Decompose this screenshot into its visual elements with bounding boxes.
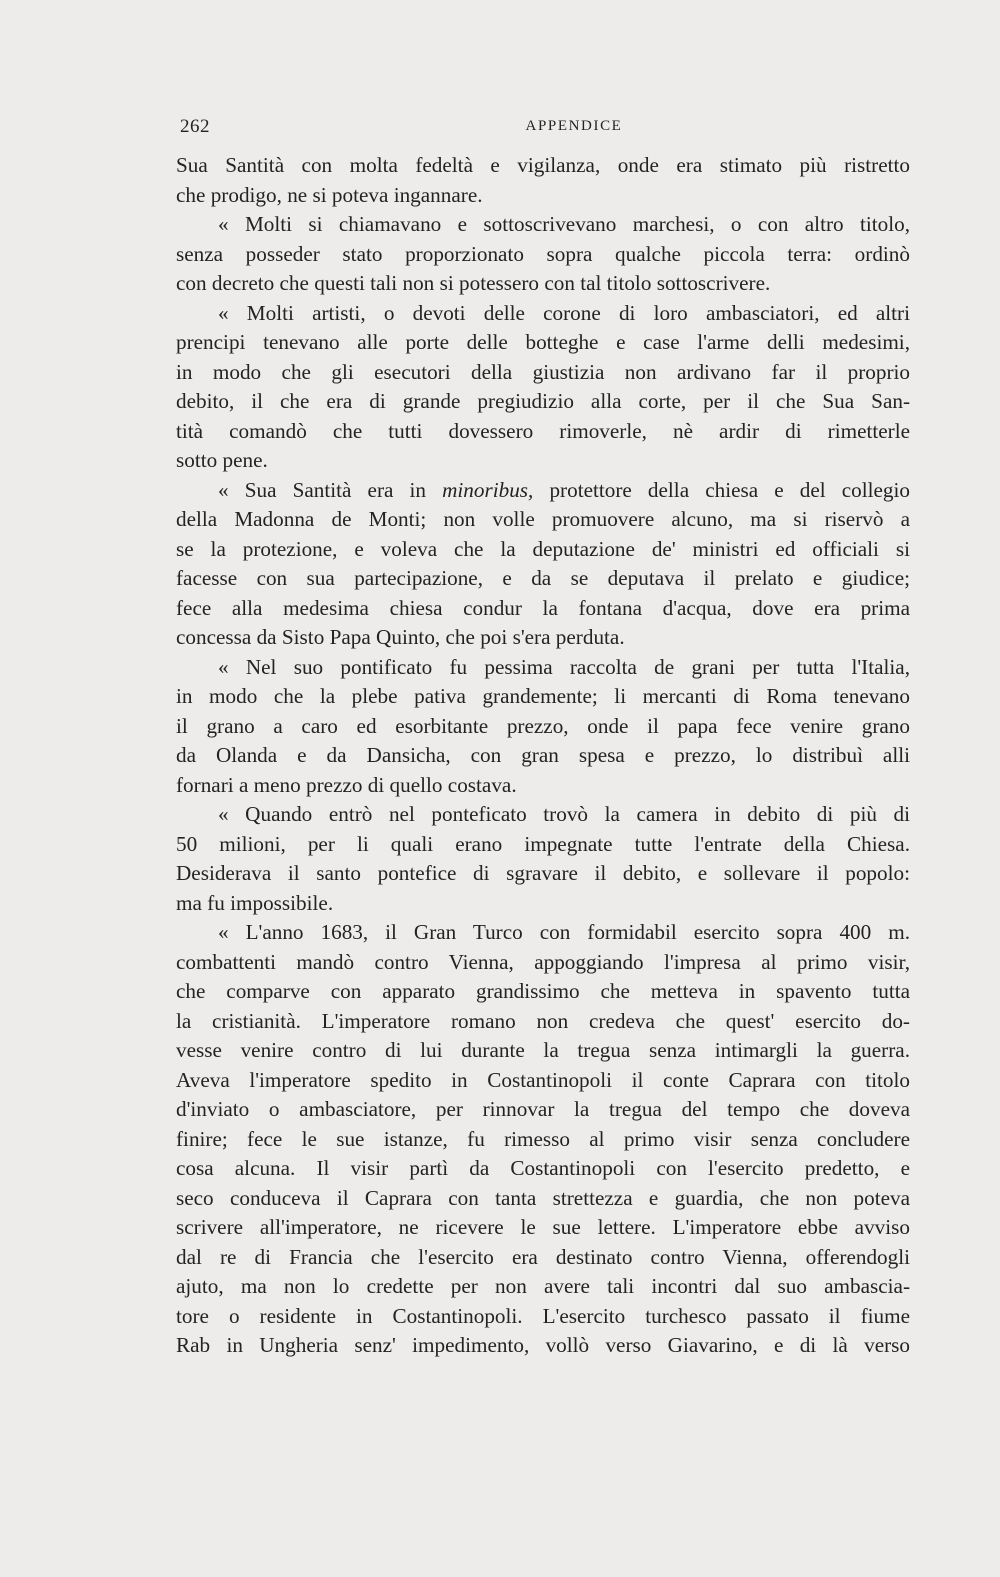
text-line: « Molti artisti, o devoti delle corone di loro ambasciatori, ed altri [218,300,910,325]
text-line: che prodigo, ne si poteva ingannare. [176,182,483,207]
text-line: ma fu impossibile. [176,890,334,915]
text-line: Aveva l'imperatore spedito in Costantinopoli il conte Caprara con titolo [176,1067,910,1092]
text-line: prencipi tenevano alle porte delle botteghe e case l'arme delli medesimi, [176,330,910,354]
text-line: fece alla medesima chiesa condur la fontana d'acqua, dove era prima [176,595,910,620]
text-line: che comparve con apparato grandissimo che metteva in spavento tutta [176,979,910,1003]
text-line: con decreto che questi tali non si potessero con tal titolo sottoscrivere. [176,271,771,295]
text-line: cosa alcuna. Il visir partì da Costantinopoli con l'esercito predetto, e [176,1156,910,1180]
text-line: ajuto, ma non lo credette per non avere tali incontri dal suo ambascia- [176,1274,910,1298]
text-line: Desiderava il santo pontefice di sgravare il debito, e sollevare il popolo: [176,861,910,885]
text-line: finire; fece le sue istanze, fu rimesso al primo visir senza concludere [176,1126,910,1151]
running-title: APPENDICE [525,118,623,134]
text-line: combattenti mandò contro Vienna, appoggiando l'impresa al primo visir, [176,949,910,974]
text-line: se la protezione, e voleva che la deputazione de' ministri ed officiali si [176,536,910,561]
text-line: « Molti si chiamavano e sottoscrivevano marchesi, o con altro titolo, [218,212,910,236]
text-line: tore o residente in Costantinopoli. L'esercito turchesco passato il fiume [176,1303,910,1328]
page-number: 262 [180,116,210,137]
text-segment: « Sua Santità era in [218,477,426,502]
running-head [180,116,908,140]
text-line-mixed [176,476,910,506]
text-segment: protettore della chiesa e del collegio [549,477,910,502]
text-line: dal re di Francia che l'esercito era destinato contro Vienna, offerendogli [176,1244,910,1269]
text-line: in modo che la plebe pativa grandemente; li mercanti di Roma tenevano [176,684,910,708]
text-line: vesse venire contro di lui durante la tregua senza intimargli la guerra. [176,1038,910,1062]
text-line: d'inviato o ambasciatore, per rinnovar la tregua del tempo che doveva [176,1097,910,1121]
text-line: la cristianità. L'imperatore romano non credeva che quest' esercito do- [176,1008,910,1033]
text-line: « L'anno 1683, il Gran Turco con formidabil esercito sopra 400 m. [218,920,910,944]
text-line: debito, il che era di grande pregiudizio alla corte, per il che Sua San- [176,389,910,413]
text-line: della Madonna de Monti; non volle promuovere alcuno, ma si riservò a [176,507,910,531]
text-line: il grano a caro ed esorbitante prezzo, onde il papa fece venire grano [176,713,910,738]
text-line: Rab in Ungheria senz' impedimento, vollò verso Giavarino, e di là verso [176,1333,910,1357]
text-line: tità comandò che tutti dovessero rimoverle, nè ardir di rimetterle [176,418,910,443]
text-line: fornari a meno prezzo di quello costava. [176,772,517,797]
text-line: « Quando entrò nel ponteficato trovò la camera in debito di più di [218,802,910,826]
text-line: in modo che gli esecutori della giustizia non ardivano far il proprio [176,359,910,384]
text-line: sotto pene. [176,448,268,472]
text-line: senza posseder stato proporzionato sopra qualche piccola terra: ordinò [176,241,910,266]
text-line: facesse con sua partecipazione, e da se deputava il prelato e giudice; [176,566,910,590]
text-line: 50 milioni, per li quali erano impegnate tutte l'entrate della Chiesa. [176,831,910,856]
text-line: « Nel suo pontificato fu pessima raccolta de grani per tutta l'Italia, [218,654,910,679]
text-line: da Olanda e da Dansicha, con gran spesa e prezzo, lo distribuì alli [176,743,910,767]
text-line: Sua Santità con molta fedeltà e vigilanza, onde era stimato più ristretto [176,153,910,177]
text-line: seco conduceva il Caprara con tanta strettezza e guardia, che non poteva [176,1185,910,1210]
text-line: concessa da Sisto Papa Quinto, che poi s'era perduta. [176,625,625,649]
text-line: scrivere all'imperatore, ne ricevere le sue lettere. L'imperatore ebbe avviso [176,1215,910,1239]
body-text [176,151,910,1361]
italic-phrase: minoribus, [442,477,534,502]
